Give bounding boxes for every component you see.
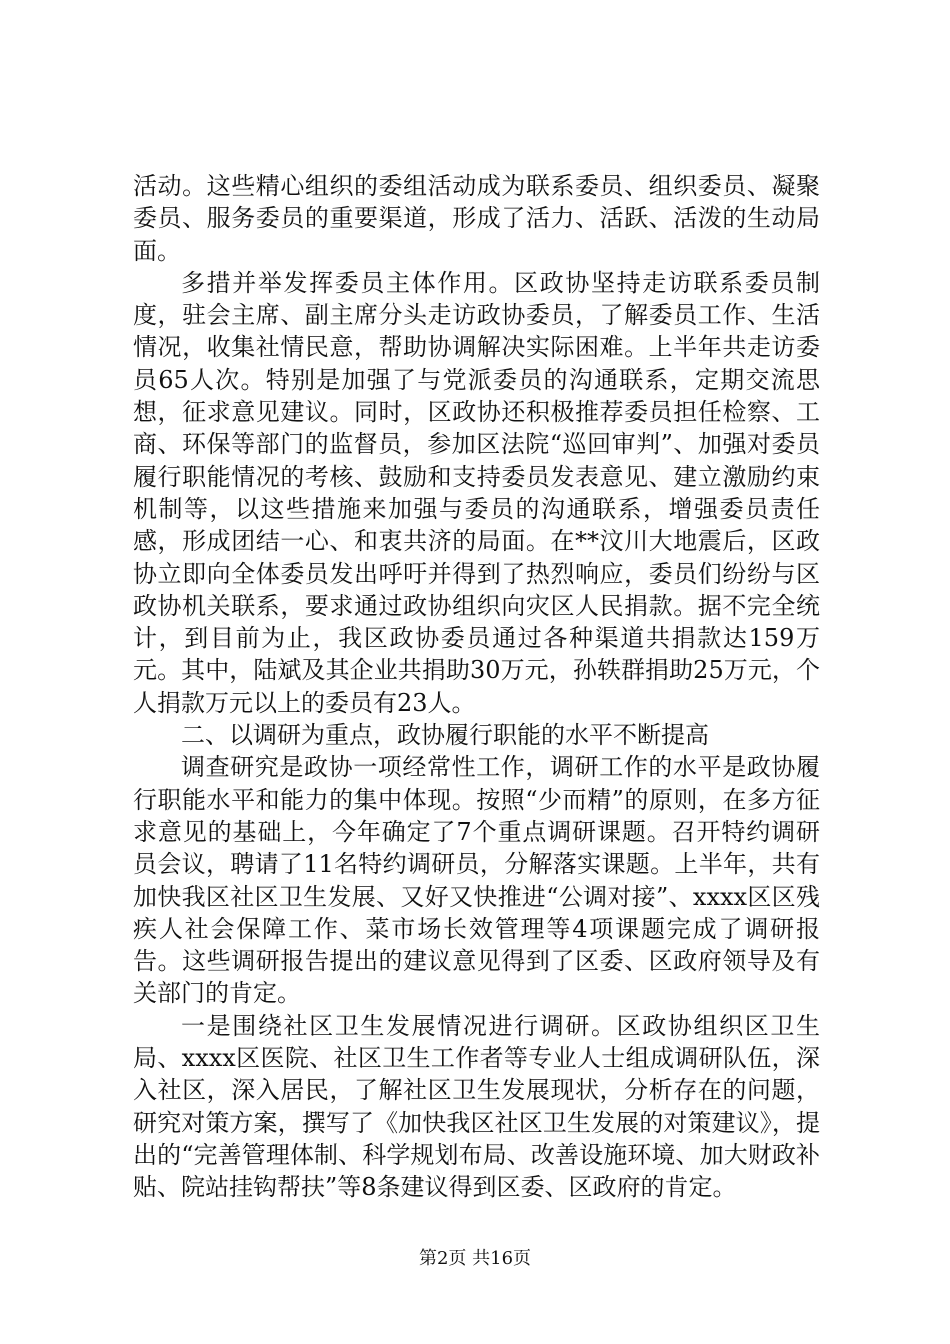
paragraph-2: 多措并举发挥委员主体作用。区政协坚持走访联系委员制度，驻会主席、副主席分头走访政协委员，了解委员工作、生活情况，收集社情民意，帮助协调解决实际困难。上半年共走访委员65人次。特别是加强了与党派委员的沟通联系，定期交流思想，征求意见建议。同时，区政协还积极推荐委员担任检察、工商、环保等部门的监督员，参加区法院“巡回审判”、加强对委员履行职能情况的考核、鼓励和支持委员发表意见、建立激励约束机制等，以这些措施来加强与委员的沟通联系，增强委员责任感，形成团结一心、和衷共济的局面。在**汶川大地震后，区政协立即向全体委员发出呼吁并得到了热烈响应，委员们纷纷与区政协机关联系，要求通过政协组织向灾区人民捐款。据不完全统计，到目前为止，我区政协委员通过各种渠道共捐款达159万元。其中，陆斌及其企业共捐助30万元，孙轶群捐助25万元，个人捐款万元以上的委员有23人。: [133, 268, 820, 717]
paragraph-4: 一是围绕社区卫生发展情况进行调研。区政协组织区卫生局、xxxx区医院、社区卫生工作者等专业人士组成调研队伍，深入社区，深入居民，了解社区卫生发展现状，分析存在的问题，研究对策方案，撰写了《加快我区社区卫生发展的对策建议》，提出的“完善管理体制、科学规划布局、改善设施环境、加大财政补贴、院站挂钩帮扶”等8条建议得到区委、区政府的肯定。: [133, 1011, 820, 1202]
section-heading: 二、以调研为重点，政协履行职能的水平不断提高: [181, 721, 709, 750]
paragraph-3: 调查研究是政协一项经常性工作，调研工作的水平是政协履行职能水平和能力的集中体现。按照“少而精”的原则，在多方征求意见的基础上，今年确定了7个重点调研课题。召开特约调研员会议，聘请了11名特约调研员，分解落实课题。上半年，共有加快我区社区卫生发展、又好又快推进“公调对接”、xxxx区区残疾人社会保障工作、菜市场长效管理等4项课题完成了调研报告。这些调研报告提出的建议意见得到了区委、区政府领导及有关部门的肯定。: [133, 753, 820, 1008]
paragraph-1: 活动。这些精心组织的委组活动成为联系委员、组织委员、凝聚委员、服务委员的重要渠道，形成了活力、活跃、活泼的生动局面。: [133, 172, 820, 265]
document-body: [133, 170, 820, 1204]
page-number-footer: 第2页 共16页: [418, 1248, 532, 1269]
